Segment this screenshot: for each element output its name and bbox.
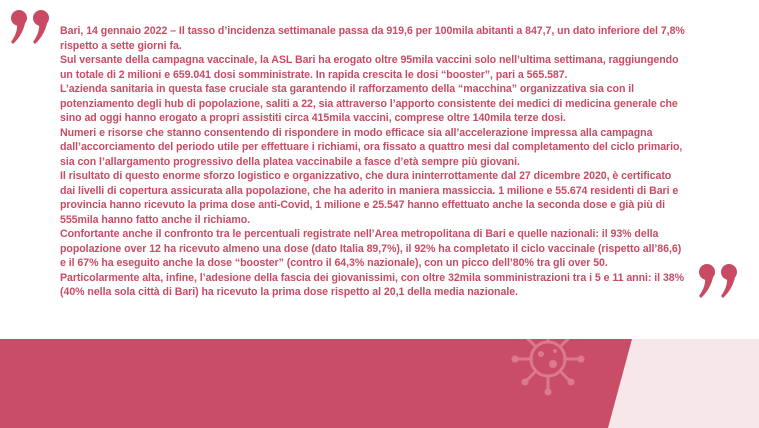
- footer-band: [0, 339, 759, 428]
- paragraph-3: L’azienda sanitaria in questa fase cruciale sta garantendo il rafforzamento della “macchina” organizzativa sia con il potenziamento degli hub di popolazione, saliti a 22, sia attraverso l’apporto consistente dei medici di medicina generale che sino ad oggi hanno erogato a propri assistiti circa 415mila vaccini, comprese oltre 140mila terze dosi.: [60, 83, 678, 124]
- paragraph-1: Bari, 14 gennaio 2022 – Il tasso d’incidenza settimanale passa da 919,6 per 100mila abitanti a 847,7, un dato inferiore del 7,8% rispetto a sette giorni fa.: [60, 25, 685, 52]
- article-body: [60, 24, 688, 300]
- close-quote-icon: [698, 262, 742, 302]
- paragraph-5: Il risultato di questo enorme sforzo logistico e organizzativo, che dura ininterrottamente dal 27 dicembre 2020, è certificato dai livelli di copertura assicurata alla popolazione, che ha aderito in maniera massiccia. 1 milione e 55.674 residenti di Bari e provincia hanno ricevuto la prima dose anti-Covid, 1 milione e 25.547 hanno effettuato anche la seconda dose e già più di 555mila hanno fatto anche il richiamo.: [60, 170, 679, 226]
- paragraph-2: Sul versante della campagna vaccinale, la ASL Bari ha erogato oltre 95mila vaccini solo nell’ultima settimana, raggiungendo un totale di 2 milioni e 659.041 dosi somministrate. In rapida crescita le dosi “booster”, pari a 565.587.: [60, 54, 679, 81]
- paragraph-6: Confortante anche il confronto tra le percentuali registrate nell’Area metropolitana di Bari e quelle nazionali: il 93% della popolazione over 12 ha ricevuto almeno una dose (dato Italia 89,7%), il 92% ha completato il ciclo vaccinale (rispetto all’86,6) e il 67% ha eseguito anche la dose “booster” (contro il 64,3% nazionale), con un picco dell’80% tra gli over 50. Particolarmente alta, infine, l’adesione della fascia dei giovanissimi, con oltre 32mila somministrazioni tra i 5 e 11 anni: il 38% (40% nella sola città di Bari) ha ricevuto la prima dose rispetto al 20,1 della media nazionale.: [60, 228, 685, 298]
- open-quote-icon: [10, 8, 54, 48]
- paragraph-4: Numeri e risorse che stanno consentendo di rispondere in modo efficace sia all’accelerazione impressa alla campagna dall’accorciamento del periodo utile per effettuare i richiami, ora fissato a quattro mesi dal completamento del ciclo primario, sia con l’allargamento progressivo della platea vaccinabile a fasce d’età sempre più giovani.: [60, 126, 683, 168]
